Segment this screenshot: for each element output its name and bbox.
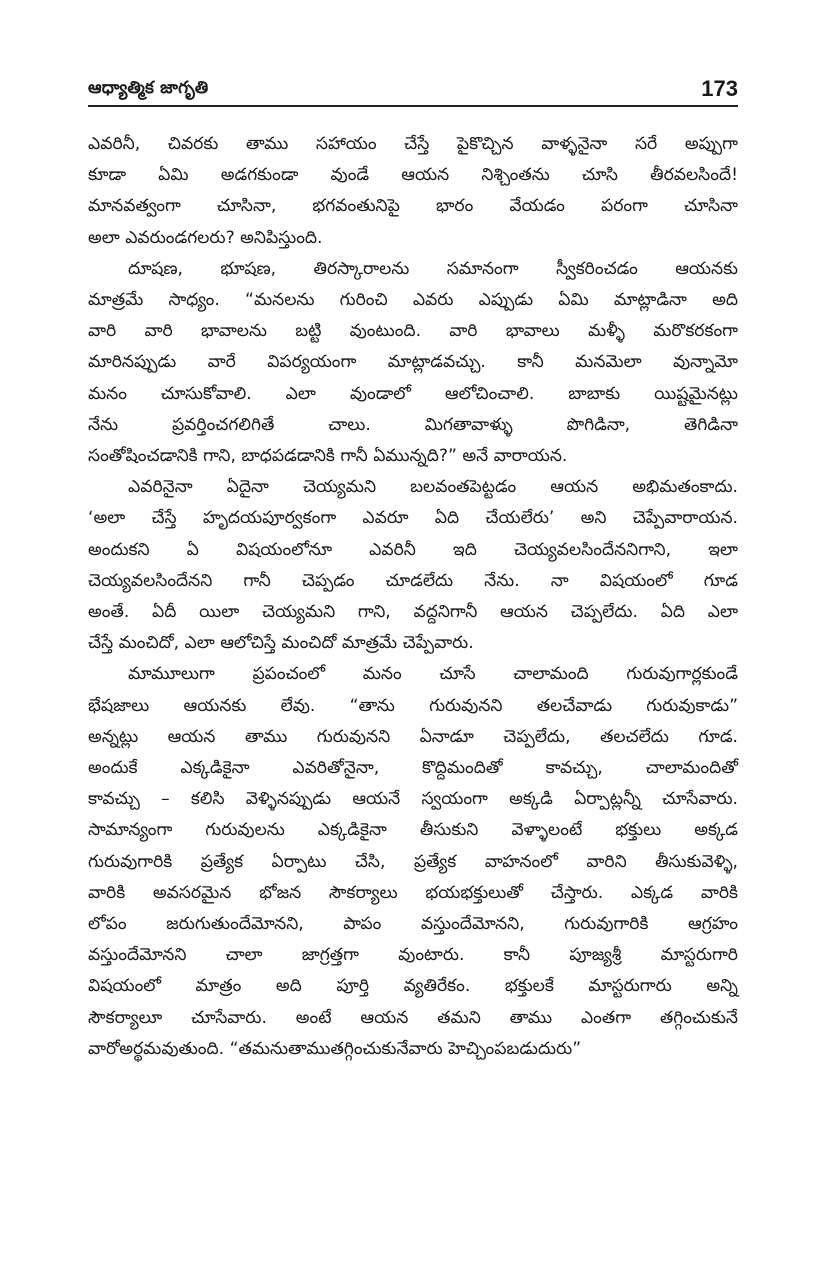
text-line: సౌకర్యాలూ చూసేవారు. అంటే ఆయన తమని తాము ఎంతగా తగ్గించుకునే [88, 1007, 738, 1028]
body-text [88, 129, 738, 1065]
text-line: అన్నట్లు ఆయన తాము గురువునని ఏనాడూ చెప్పలేదు, తలచలేదు గూడ. [88, 726, 738, 747]
text-line: భేషజాలు ఆయనకు లేవు. “తాను గురువునని తలచేవాడు గురువుకాడు” [88, 695, 738, 716]
paragraph [88, 129, 738, 254]
text-line: దూషణ, భూషణ, తిరస్కారాలను సమానంగా స్వీకరించడం ఆయనకు [128, 258, 738, 279]
page-header [88, 72, 738, 107]
text-line: వారి వారి భావాలను బట్టి వుంటుంది. వారి భావాలు మళ్ళీ మరొకరకంగా [88, 321, 738, 342]
text-line: గురువుగారికి ప్రత్యేక ఏర్పాటు చేసి, ప్రత్యేక వాహనంలో వారిని తీసుకువెళ్ళి, [88, 851, 738, 872]
text-line: వారోఅర్థమవుతుంది. “తమనుతాముతగ్గించుకునేవారు హెచ్చింపబడుదురు” [88, 1038, 582, 1059]
page-number: 173 [701, 76, 738, 101]
text-line: అలా ఎవరుండగలరు? అనిపిస్తుంది. [88, 227, 323, 248]
paragraph [88, 659, 738, 1065]
text-line: మారినప్పుడు వారే విపర్యయంగా మాట్లాడవచ్చు. కానీ మనమెలా వున్నామో [88, 352, 738, 373]
paragraph [88, 472, 738, 659]
text-line: ఎవరినీ, చివరకు తాము సహాయం చేస్తే పైకొచ్చిన వాళ్ళనైనా సరే అప్పుగా [88, 134, 738, 154]
text-line: మానవత్వంగా చూసినా, భగవంతునిపై భారం వేయడం పరంగా చూసినా [88, 196, 738, 217]
text-line: విషయంలో మాత్రం అది పూర్తి వ్యతిరేకం. భక్తులకే మాస్టరుగారు అన్ని [88, 976, 738, 997]
text-line: మామూలుగా ప్రపంచంలో మనం చూసే చాలామంది గురువుగార్లకుండే [128, 664, 738, 685]
text-line: సంతోషించడానికి గాని, బాధపడడానికి గానీ ఏమున్నది?” అనే వారాయన. [88, 446, 568, 467]
text-line: చేస్తే మంచిదో, ఎలా ఆలోచిస్తే మంచిదో మాత్రమే చెప్పేవారు. [88, 633, 474, 654]
text-line: వస్తుందేమోనని చాలా జాగ్రత్తగా వుంటారు. కానీ పూజ్యశ్రీ మాస్టరుగారి [88, 945, 738, 966]
text-line: ‘అలా చేస్తే హృదయపూర్వకంగా ఎవరూ ఏది చేయలేరు’ అని చెప్పేవారాయన. [88, 508, 738, 529]
text-line: లోపం జరుగుతుందేమోనని, పాపం వస్తుందేమోనని, గురువుగారికి ఆగ్రహం [88, 914, 738, 935]
text-line: అంతే. ఏదీ యిలా చెయ్యమని గాని, వద్దనిగానీ ఆయన చెప్పలేదు. ఏది ఎలా [88, 602, 738, 623]
text-line: కూడా ఏమి అడగకుండా వుండే ఆయన నిశ్చింతను చూసి తీరవలసిందే! [88, 165, 738, 186]
text-line: అందుకని ఏ విషయంలోనూ ఎవరినీ ఇది చెయ్యవలసిందేననిగాని, ఇలా [88, 539, 738, 560]
text-line: నేను ప్రవర్తించగలిగితే చాలు. మిగతావాళ్ళు పొగిడినా, తెగిడినా [88, 414, 738, 435]
book-page [88, 72, 738, 1065]
text-line: కావచ్చు – కలిసి వెళ్ళినప్పుడు ఆయనే స్వయంగా అక్కడి ఏర్పాట్లన్నీ చూసేవారు. [88, 789, 738, 810]
text-line: అందుకే ఎక్కడికైనా ఎవరితోనైనా, కొద్దిమందితో కావచ్చు, చాలామందితో [88, 758, 738, 779]
text-line: వారికి అవసరమైన భోజన సౌకర్యాలు భయభక్తులుతో చేస్తారు. ఎక్కడ వారికి [88, 882, 738, 903]
text-line: చెయ్యవలసిందేనని గానీ చెప్పడం చూడలేదు నేను. నా విషయంలో గూడ [88, 570, 738, 591]
text-line: ఎవరినైనా ఏదైనా చెయ్యమని బలవంతపెట్టడం ఆయన అభిమతంకాదు. [128, 477, 738, 498]
running-title: ఆధ్యాత్మిక జాగృతి [88, 78, 209, 98]
paragraph [88, 254, 738, 472]
text-line: మనం చూసుకోవాలి. ఎలా వుండాలో ఆలోచించాలి. బాబాకు యిష్టమైనట్లు [88, 383, 738, 404]
text-line: మాత్రమే సాధ్యం. “మనలను గురించి ఎవరు ఎప్పుడు ఏమి మాట్లాడినా అది [88, 290, 738, 311]
text-line: సామాన్యంగా గురువులను ఎక్కడికైనా తీసుకుని వెళ్ళాలంటే భక్తులు అక్కడ [88, 820, 738, 841]
